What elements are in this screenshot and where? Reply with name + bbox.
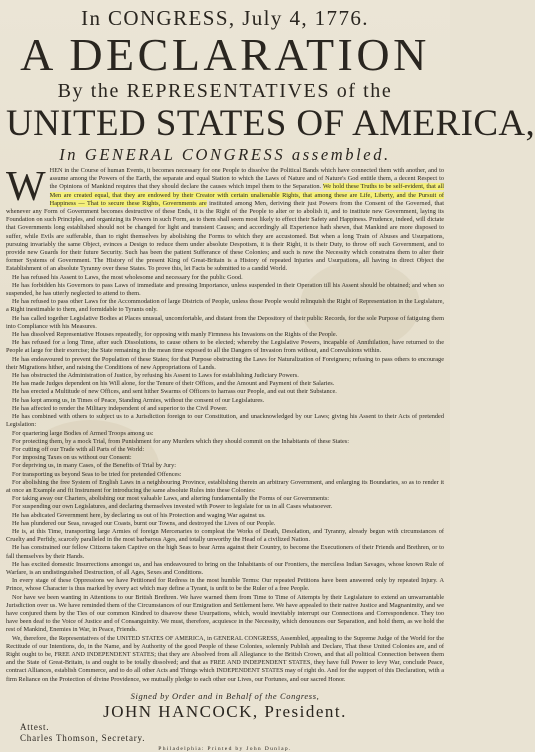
header-united-states: UNITED STATES OF AMERICA, bbox=[6, 103, 535, 144]
highlighted-truths: We hold these Truths to be self-evident, that all Men are created equal, that they are endowed by their Creator with certain unalienable Rights, that among these are Life, Liberty, and the Pursuit of Happiness — That to secure these Rights, Governments are bbox=[49, 183, 444, 207]
grievance-item: For cutting off our Trade with all Parts of the World: bbox=[12, 445, 145, 453]
grievance-item: He has dissolved Representative Houses repeatedly, for opposing with manly Firmness his Invasions on the Rights of the People. bbox=[12, 331, 338, 339]
grievance-item: For taking away our Charters, abolishing our most valuable Laws, and altering fundamentally the Forms of our Governments: bbox=[12, 495, 330, 503]
preamble-rest: instituted among Men, deriving their just Powers from the Consent of the Governed, that whenever any Form of Government becomes destructive of these Ends, it is the Right of the People to alter or to abolish it, and to institute new Government, laying its Foundation on such Principles, and organizing its Powers in such Form, as to them shall seem most likely to effect their Safety and Happiness. Prudence, indeed, will dictate that Governments long established should not be changed for light and transient Causes; and accordingly all Experience hath shewn, that Mankind are more disposed to suffer, while Evils are sufferable, than to right themselves by abolishing the Forms to which they are accustomed. But when a long Train of Abuses and Usurpations, pursuing invariably the same Object, evinces a Design to reduce them under absolute Despotism, it is their Right, it is their Duty, to throw off such Government, and to provide new Guards for their future Security. Such has been the patient Sufferance of these Colonies; and such is now the Necessity which constrains them to alter their former Systems of Government. The History of the present King of Great-Britain is a History of repeated Injuries and Usurpations, all having in direct Object the Establishment of an absolute Tyranny over these States. To prove this, let Facts be submitted to a candid World. bbox=[6, 199, 444, 273]
grievance-item: He has obstructed the Administration of Justice, by refusing his Assent to Laws for establishing Judiciary Powers. bbox=[12, 372, 299, 380]
grievance-item: He has kept among us, in Times of Peace, Standing Armies, without the consent of our Legislatures. bbox=[12, 396, 265, 404]
grievance-item: He has refused to pass other Laws for the Accommodation of large Districts of People, unless those People would relinquish the Right of Representation in the Legislature, a Right inestimable to them, and formidable to Tyrants only. bbox=[6, 298, 444, 314]
signed-by-order-line: Signed by Order and in Behalf of the Congress, bbox=[130, 691, 320, 701]
grievance-item: He has combined with others to subject us to a Jurisdiction foreign to our Constitution, and unacknowledged by our Laws; giving his Assent to their Acts of pretended Legislation: bbox=[6, 413, 444, 429]
grievance-item: He has abdicated Government here, by declaring us out of his Protection and waging War against us. bbox=[12, 511, 266, 519]
printer-imprint: Philadelphia: Printed by John Dunlap. bbox=[158, 746, 292, 752]
conclusion-paragraph: We, therefore, the Representatives of the UNITED STATES OF AMERICA, in GENERAL CONGRESS, Assembled, appealing to the Supreme Judge of the World for the Rectitude of our Intentions, do, in the Name, and by Authority of the good People of these Colonies, solemnly Publish and Declare, That these United Colonies are, and of Right ought to be, FREE AND INDEPENDENT STATES; that they are Absolved from all Allegiance to the British Crown, and that all political Connection between them and the State of Great-Britain, is and ought to be totally dissolved; and that as FREE AND INDEPENDENT STATES, they have full Power to levy War, conclude Peace, contract Alliances, establish Commerce, and to do all other Acts and Things which INDEPENDENT STATES may of right do. And for the support of this Declaration, with a firm Reliance on the Protection of divine Providence, we mutually pledge to each other our Lives, our Fortunes, and our sacred Honor. bbox=[6, 634, 444, 683]
header-general-congress: In GENERAL CONGRESS assembled. bbox=[59, 145, 391, 164]
header-declaration-title: A DECLARATION bbox=[20, 29, 430, 80]
grievance-item: He has constrained our fellow Citizens taken Captive on the high Seas to bear Arms against their Country, to become the Executioners of their Friends and Brethren, or to fall themselves by their Hands. bbox=[6, 544, 444, 560]
preamble-intro: HEN in the Course of human Events, it becomes necessary for one People to dissolve the Political Bands which have connected them with another, and to assume among the Powers of the Earth, the separate and equal Station to which the Laws of Nature and of Nature's God entitle them, a decent Respect to the Opinions of Mankind requires that they should declare the causes which impel them to the Separation. bbox=[49, 167, 444, 191]
grievance-item: He has affected to render the Military independent of and superior to the Civil Power. bbox=[12, 404, 228, 412]
grievance-item: For suspending our own Legislatures, and declaring themselves invested with Power to legislate for us in all Cases whatsoever. bbox=[12, 503, 333, 511]
attest-block bbox=[20, 722, 444, 744]
grievance-item: For imposing Taxes on us without our Consent: bbox=[12, 454, 132, 462]
grievance-item: For quartering large Bodies of Armed Troops among us: bbox=[12, 429, 154, 437]
grievance-list bbox=[6, 274, 444, 684]
grievance-item: He has excited domestic Insurrections amongst us, and has endeavoured to bring on the Inhabitants of our Frontiers, the merciless Indian Savages, whose known Rule of Warfare, is an undistinguished Destruction, of all Ages, Sexes and Conditions. bbox=[6, 560, 444, 576]
grievance-item: He has called together Legislative Bodies at Places unusual, uncomfortable, and distant from the Depository of their public Records, for the sole Purpose of fatiguing them into Compliance with his Measures. bbox=[6, 314, 444, 330]
grievance-item: He has made Judges dependent on his Will alone, for the Tenure of their Offices, and the Amount and Payment of their Salaries. bbox=[12, 380, 335, 388]
grievance-item: He has plundered our Seas, ravaged our Coasts, burnt our Towns, and destroyed the Lives of our People. bbox=[12, 519, 276, 527]
grievance-item: He has refused his Assent to Laws, the most wholesome and necessary for the public Good. bbox=[12, 273, 243, 281]
secretary-line: Charles Thomson, Secretary. bbox=[20, 733, 146, 743]
grievance-item: He has erected a Multitude of new Offices, and sent hither Swarms of Officers to harrass our People, and eat out their Substance. bbox=[12, 388, 337, 396]
grievance-item: He has refused for a long Time, after such Dissolutions, to cause others to be elected; whereby the Legislative Powers, incapable of Annihilation, have returned to the People at large for their exercise; the State remaining in the mean time exposed to all the Dangers of Invasion from without, and Convulsions within. bbox=[6, 339, 444, 355]
grievance-item: He has forbidden his Governors to pass Laws of immediate and pressing Importance, unless suspended in their Operation till his Assent should be obtained; and when so suspended, he has utterly neglected to attend to them. bbox=[6, 281, 444, 298]
hancock-signature-line: JOHN HANCOCK, President. bbox=[103, 702, 347, 721]
grievance-item: For transporting us beyond Seas to be tried for pretended Offences: bbox=[12, 470, 182, 478]
drop-cap-w: W bbox=[6, 164, 46, 210]
preamble-paragraph bbox=[6, 164, 444, 274]
grievance-item: In every stage of these Oppressions we have Petitioned for Redress in the most humble Terms: Our repeated Petitions have been answered only by repeated Injury. A Prince, whose Character is thus marked by every act which may define a Tyrant, is unfit to be the Ruler of a free People. bbox=[6, 577, 444, 593]
grievance-item: Nor have we been wanting in Attentions to our British Brethren. We have warned them from Time to Time of Attempts by their Legislature to extend an unwarrantable Jurisdiction over us. We have reminded them of the Circumstances of our Emigration and Settlement here. We have appealed to their native Justice and Magnanimity, and we have conjured them by the Ties of our common Kindred to disavow these Usurpations, which, would inevitably interrupt our Connections and Correspondence. They too have been deaf to the Voice of Justice and of Consanguinity. We must, therefore, acquiesce in the Necessity, which denounces our Separation, and hold them, as we hold the rest of Mankind, Enemies in War, in Peace, Friends. bbox=[6, 593, 444, 634]
grievance-item: For depriving us, in many Cases, of the Benefits of Trial by Jury: bbox=[12, 462, 177, 470]
grievance-item: For protecting them, by a mock Trial, from Punishment for any Murders which they should commit on the Inhabitants of these States: bbox=[12, 437, 350, 445]
header-congress-date: In CONGRESS, July 4, 1776. bbox=[81, 6, 369, 30]
attest-label: Attest. bbox=[20, 722, 50, 732]
declaration-body bbox=[6, 164, 444, 687]
grievance-item: He is, at this Time, transporting large Armies of foreign Mercenaries to compleat the Works of Death, Desolation, and Tyranny, already begun with circumstances of Cruelty and Perfidy, scarcely paralleled in the most barbarous Ages, and totally unworthy the Head of a civilized Nation. bbox=[6, 527, 444, 544]
grievance-item: For abolishing the free System of English Laws in a neighbouring Province, establishing therein an arbitrary Government, and enlarging its Boundaries, so as to render it at once an Example and fit Instrument for introducing the same absolute Rules into these Colonies: bbox=[6, 478, 444, 494]
header-representatives: By the REPRESENTATIVES of the bbox=[57, 80, 393, 102]
grievance-item: He has endeavoured to prevent the Population of these States; for that Purpose obstructing the Laws for Naturalization of Foreigners; refusing to pass others to encourage their Migrations hither, and raising the Conditions of new Appropriations of Lands. bbox=[6, 355, 444, 371]
